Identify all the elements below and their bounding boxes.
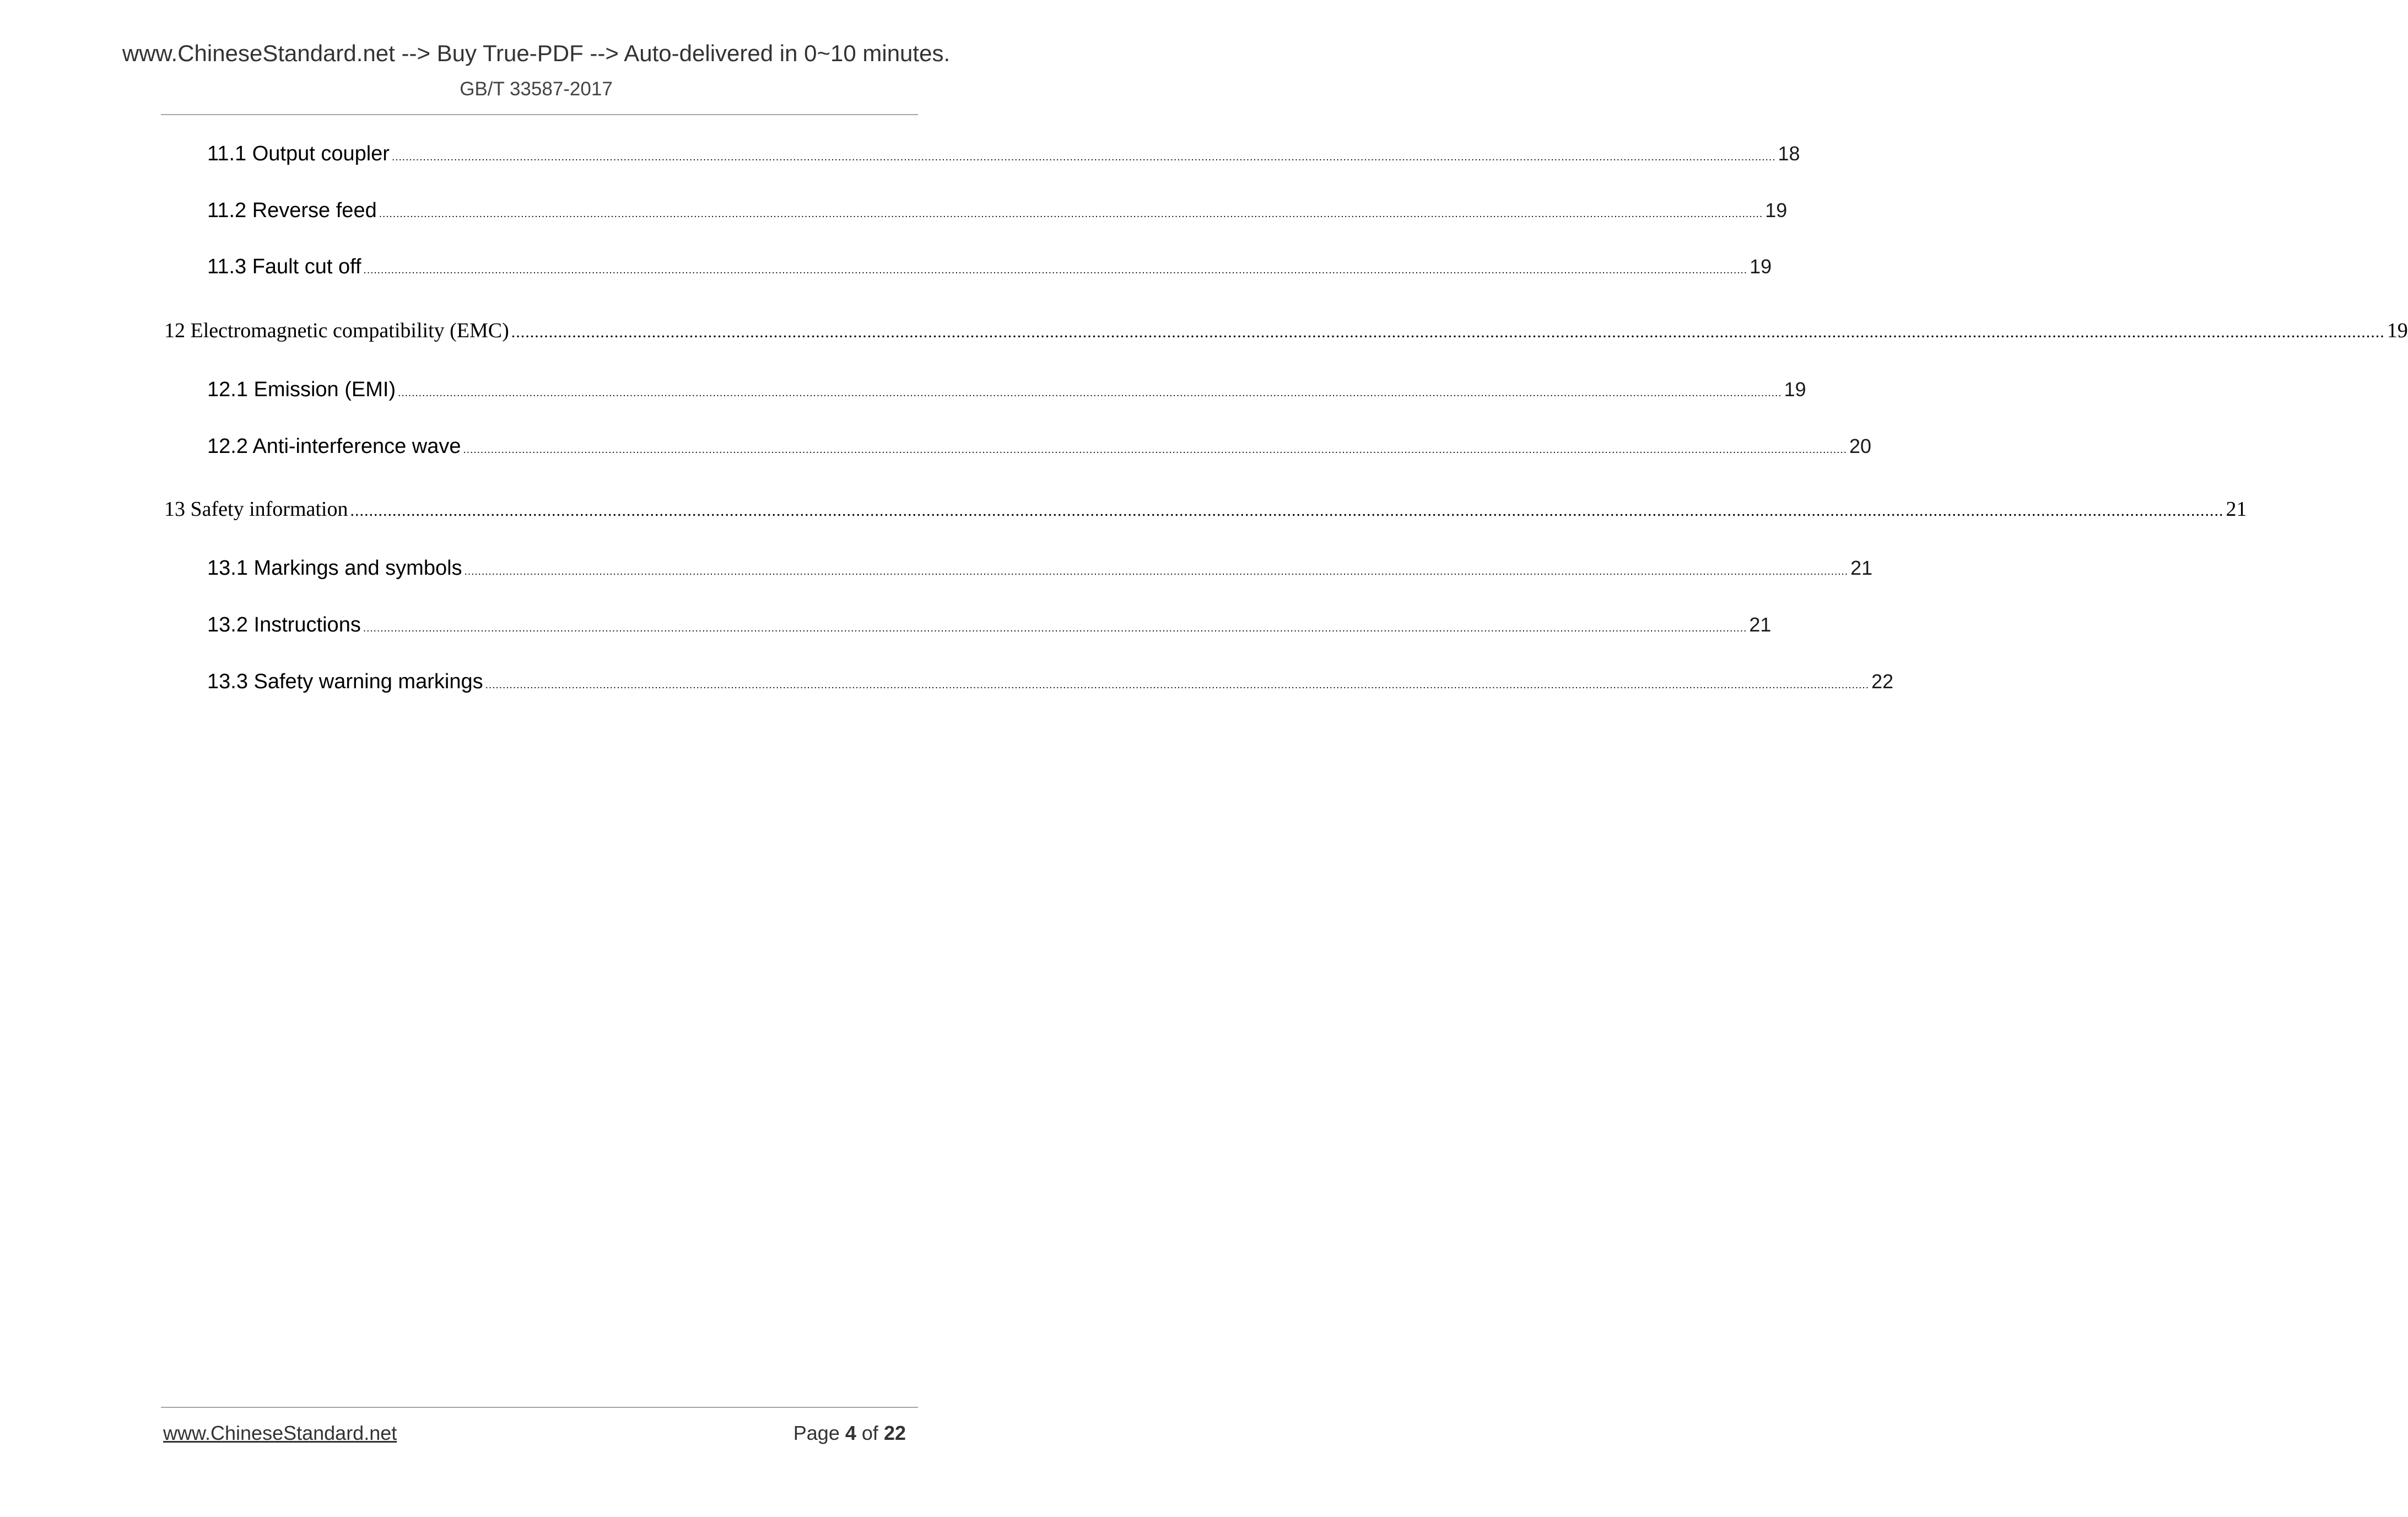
toc-dot-leader: ................................................................................................................................................................................................................................................................................................................................................................................................................ <box>463 444 1848 456</box>
toc-entry-page: 18 <box>1778 142 1800 165</box>
toc-entry-page: 21 <box>1850 557 1873 579</box>
toc-entry-page: 19 <box>1784 378 1806 401</box>
toc-entry-title: 12.2 Anti-interference wave <box>207 435 461 458</box>
toc-entry-title: 13.1 Markings and symbols <box>207 557 462 580</box>
current-page-number: 4 <box>845 1422 856 1444</box>
footer-site-link[interactable]: www.ChineseStandard.net <box>163 1422 397 1444</box>
toc-dot-leader: ................................................................................................................................................................................................................................................................................................................................................................................................................ <box>363 623 1747 634</box>
toc-entry-page: 19 <box>1750 255 1772 278</box>
page-label: Page <box>793 1422 840 1444</box>
total-page-number: 22 <box>883 1422 906 1444</box>
toc-entry-title: 12.1 Emission (EMI) <box>207 378 396 401</box>
toc-dot-leader: ................................................................................................................................................................................................................................................................................................................................................................................................................ <box>350 501 2224 520</box>
footer-divider <box>161 1407 918 1408</box>
toc-dot-leader: ................................................................................................................................................................................................................................................................................................................................................................................................................ <box>464 566 1849 577</box>
toc-entry-page: 19 <box>1765 199 1788 222</box>
toc-entry-title: 13 Safety information <box>164 498 348 521</box>
toc-entry-11-3[interactable] <box>207 255 1772 279</box>
toc-dot-leader: ................................................................................................................................................................................................................................................................................................................................................................................................................ <box>379 208 1763 220</box>
toc-entry-title: 11.3 Fault cut off <box>207 255 361 278</box>
toc-dot-leader: ................................................................................................................................................................................................................................................................................................................................................................................................................ <box>363 264 1748 276</box>
toc-entry-page: 21 <box>2226 498 2247 521</box>
page-of-label: of <box>861 1422 878 1444</box>
toc-dot-leader: ................................................................................................................................................................................................................................................................................................................................................................................................................ <box>398 387 1782 399</box>
toc-entry-title: 13.2 Instructions <box>207 613 361 636</box>
toc-entry-title: 12 Electromagnetic compatibility (EMC) <box>164 319 509 342</box>
toc-entry-13-3[interactable] <box>207 670 1894 694</box>
toc-entry-13-1[interactable] <box>207 557 1873 580</box>
toc-entry-page: 22 <box>1871 670 1894 693</box>
toc-dot-leader: ................................................................................................................................................................................................................................................................................................................................................................................................................ <box>485 679 1870 691</box>
toc-entry-12-2[interactable] <box>207 435 1872 458</box>
page-counter <box>716 1422 906 1445</box>
header-banner: www.ChineseStandard.net --> Buy True-PDF --> Auto-delivered in 0~10 minutes. <box>122 40 951 66</box>
standard-code: GB/T 33587-2017 <box>460 78 613 100</box>
toc-entry-12-1[interactable] <box>207 378 1806 402</box>
toc-entry-11-2[interactable] <box>207 199 1788 223</box>
toc-entry-page: 20 <box>1849 435 1872 457</box>
toc-dot-leader: ................................................................................................................................................................................................................................................................................................................................................................................................................ <box>391 152 1776 163</box>
toc-entry-title: 11.2 Reverse feed <box>207 199 377 222</box>
toc-entry-page: 19 <box>2387 319 2408 342</box>
toc-entry-page: 21 <box>1749 613 1772 636</box>
toc-entry-title: 13.3 Safety warning markings <box>207 670 483 693</box>
toc-entry-title: 11.1 Output coupler <box>207 142 390 165</box>
toc-entry-11-1[interactable] <box>207 142 1800 166</box>
toc-dot-leader: ................................................................................................................................................................................................................................................................................................................................................................................................................ <box>511 323 2385 341</box>
toc-entry-13[interactable] <box>164 497 2247 521</box>
toc-entry-12[interactable] <box>164 318 2408 343</box>
toc-entry-13-2[interactable] <box>207 613 1772 637</box>
